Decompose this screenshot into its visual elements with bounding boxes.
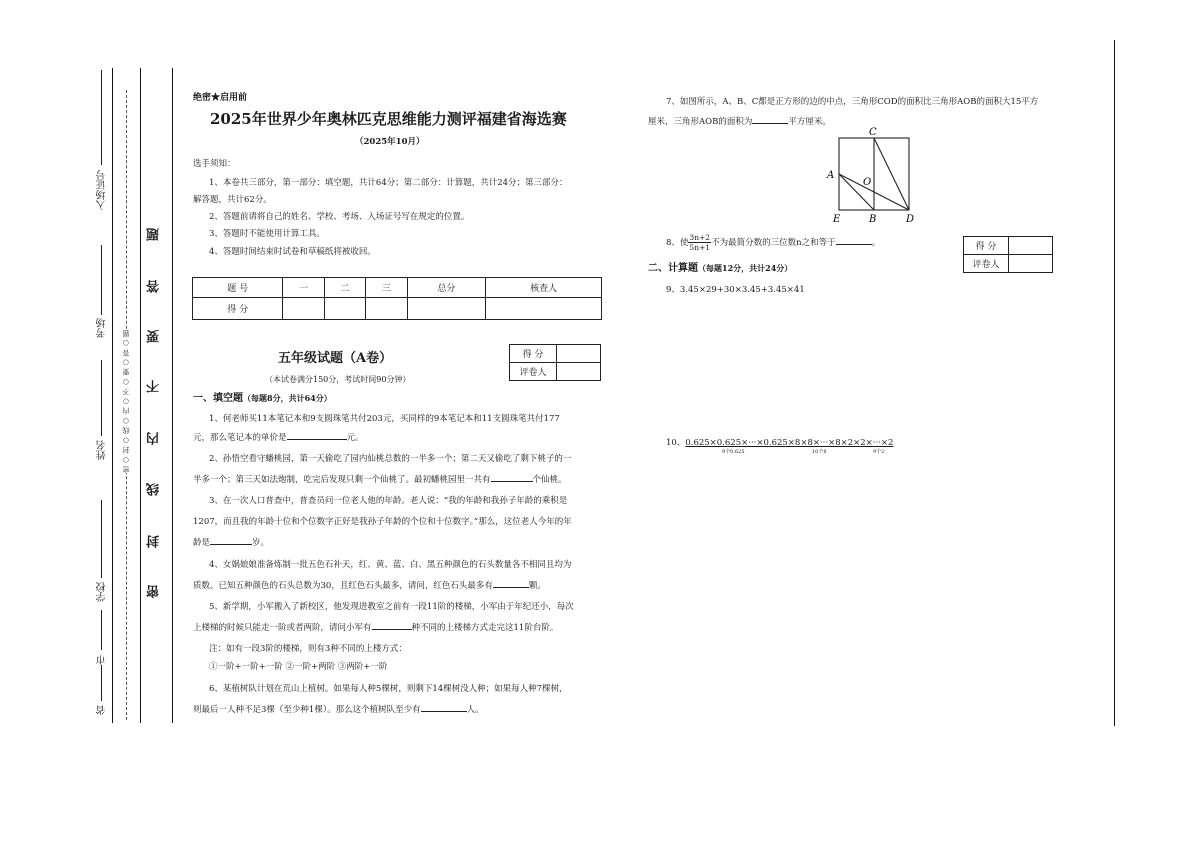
q8-text-2: 不为最简分数的三位数n之和等于 [711,238,836,248]
section2-score-cell[interactable] [1009,237,1053,255]
name-field[interactable] [101,360,102,436]
score-cell[interactable] [366,298,407,320]
section2-score-box [963,236,1053,273]
q10-expression [666,437,893,449]
score-table-header: 核查人 [486,278,602,298]
mini-score-label: 得 分 [510,345,557,363]
grade-title: 五年级试题（A卷） [278,351,393,366]
q3-line1: 3、在一次人口普查中，普查员问一位老人他的年龄。老人说：“我的年龄和我孙子年龄的乘积是 [209,496,568,506]
q3-unit: 岁。 [252,538,270,548]
notice-item: 3、答题时不能使用计算工具。 [209,229,325,239]
q8-numerator: 3n+2 [689,233,711,242]
exam-no-field[interactable] [101,70,102,165]
q10-expr: 0.625×0.625×···×0.625×8×8×···×8×2×2×···×2 [685,438,894,448]
label-e: E [833,214,841,225]
q6-unit: 人。 [466,705,484,715]
seal-char-5: 内 [147,432,162,445]
q2-text: 半多一个；第三天如法炮制，吃完后发现只剩一个仙桃了。最初蟠桃园里一共有 [193,475,491,485]
score-table-header: 总分 [407,278,486,298]
q5-line2 [193,622,558,634]
province-field[interactable] [101,665,102,701]
notice-item: 1、本卷共三部分，第一部分：填空题，共计64分；第二部分：计算题，共计24分；第三部分： [209,178,568,188]
q10-sub2: 10个8 [812,449,827,455]
q1-line1: 1、何老师买11本笔记本和9支圆珠笔共付203元，买同样的9本笔记本和11支圆珠笔共付177 [209,414,560,424]
province-label: 省 [97,705,108,715]
section1-note: （每题8分，共计64分） [243,393,332,403]
q4-line2 [193,580,546,592]
score-row-label: 得 分 [193,298,283,320]
q7-text: 厘米，三角形AOB的面积为 [648,117,753,127]
q4-line1: 4、女娲娘娘准备炼制一批五色石补天，红、黄、蓝、白、黑五种颜色的石头数量各不相同且均为 [209,560,572,570]
seal-char-8: 密 [147,585,162,598]
q7-answer-blank[interactable] [752,123,788,124]
label-c: C [869,127,877,138]
section1-title: 一、填空题 [193,393,243,404]
q8-text: 8、使 [666,238,689,248]
margin-line-2 [140,68,141,723]
q8-end: 。 [871,238,881,248]
margin-line-3 [172,68,173,723]
q6-line2 [193,704,484,716]
section2-grader-cell[interactable] [1009,255,1053,273]
section2-score-label: 得 分 [964,237,1009,255]
score-table-header: 二 [324,278,365,298]
q5-options: ①一阶+一阶+一阶 ②一阶+两阶 ③两阶+一阶 [209,662,388,672]
seal-char-3: 要 [147,330,162,343]
q9-expression: 9、3.45×29+30×3.45+3.45×41 [666,285,805,295]
mini-grader-label: 评卷人 [510,363,557,381]
section2-heading [648,262,792,275]
city-label: 市 [97,655,108,665]
q7-figure [820,124,925,230]
q5-answer-blank[interactable] [372,629,412,630]
q2-unit: 个仙桃。 [532,475,567,485]
q3-line3 [193,537,269,549]
score-cell[interactable] [324,298,365,320]
q1-text: 元，那么笔记本的单价是 [193,433,287,443]
city-field[interactable] [101,610,102,650]
score-table-header: 三 [366,278,407,298]
q4-unit: 颗。 [528,581,546,591]
room-field[interactable] [101,245,102,315]
section1-heading [193,392,332,405]
seal-text: 密 ○ 封 ○ 线 ○ 内 ○ 不 ○ 要 ○ 答 ○ 题 [122,330,130,474]
section2-note: （每题12分，共计24分） [698,263,793,273]
page-right-border [1114,40,1115,726]
notice-heading: 选手须知： [193,159,236,169]
q3-answer-blank[interactable] [210,544,252,545]
q10-sub1: 9个0.625 [722,449,745,455]
q4-text: 质数。已知五种颜色的石头总数为30，且红色石头最多，请问，红色石头最多有 [193,581,493,591]
q1-line2 [193,432,364,444]
q2-answer-blank[interactable] [491,481,533,482]
mini-score-cell[interactable] [557,345,601,363]
notice-item: 解答题，共计62分。 [193,195,272,205]
seal-char-7: 封 [147,535,162,548]
school-field[interactable] [101,500,102,578]
score-cell[interactable] [407,298,486,320]
q1-answer-blank[interactable] [287,439,347,440]
q2-line2 [193,474,567,486]
exam-title: 2025年世界少年奥林匹克思维能力测评福建省海选赛 [210,110,567,128]
seal-char-6: 线 [147,483,162,496]
label-d: D [906,214,915,225]
seal-char-4: 不 [147,380,162,393]
score-cell[interactable] [283,298,324,320]
label-b: B [869,214,877,225]
margin-line-1 [112,68,113,723]
q5-line1: 5、新学期，小军搬入了新校区，他发现进教室之前有一段11阶的楼梯，小军由于年纪还小，每次 [209,602,574,612]
score-table [192,277,602,320]
secret-mark: 绝密★启用前 [193,93,248,103]
score-table-header: 题 号 [193,278,283,298]
q7-line2 [648,116,831,128]
q6-line1: 6、某植树队计划在荒山上植树。如果每人种5棵树，则剩下14棵树没人种；如果每人种7棵树， [209,684,568,694]
name-label: 姓名 [97,440,108,460]
q10-sub3: 9个2 [873,449,885,455]
seal-char-2: 答 [147,280,162,293]
grade-subtitle: （本试卷满分150分，考试时间90分钟） [265,375,411,384]
score-cell[interactable] [486,298,602,320]
section2-title: 二、计算题 [648,263,698,274]
label-a: A [827,170,835,181]
mini-score-box [509,344,601,381]
q3-line2: 1207，而且我的年龄十位和个位数字正好是我孙子年龄的个位和十位数字。”那么，这位老人今年的年 [193,517,572,527]
q7-unit: 平方厘米。 [788,117,831,127]
q8-answer-blank[interactable] [836,244,872,245]
mini-grader-cell[interactable] [557,363,601,381]
q6-answer-blank[interactable] [421,711,467,712]
section2-grader-label: 评卷人 [964,255,1009,273]
label-o: O [863,177,872,188]
exam-date: （2025年10月） [355,137,425,147]
q5-note: 注：如有一段3阶的楼梯，则有3种不同的上楼方式： [209,644,407,654]
q1-unit: 元。 [346,433,364,443]
q8-denominator: 5n+1 [689,243,711,252]
room-label: 考场 [97,318,108,338]
q5-text-2: 种不同的上楼梯方式走完这11阶台阶。 [411,623,559,633]
q2-line1: 2、孙悟空看守蟠桃园，第一天偷吃了园内仙桃总数的一半多一个；第二天又偷吃了剩下桃子的一 [209,454,572,464]
exam-no-label: 入场证号 [97,170,108,210]
q10-label: 10、 [666,438,686,448]
segment-cd [874,138,909,210]
q7-line1: 7、如图所示，A、B、C都是正方形的边的中点，三角形COD的面积比三角形AOB的面积大15平方 [666,97,1039,107]
q4-answer-blank[interactable] [493,587,529,588]
q8-fraction [688,233,711,252]
score-table-header: 一 [283,278,324,298]
seal-char-1: 题 [147,228,162,241]
q8-line [666,233,880,253]
notice-item: 4、答题时间结束时试卷和草稿纸将被收回。 [209,247,376,257]
notice-item: 2、答题前请将自己的姓名、学校、考场、入场证号写在规定的位置。 [209,212,470,222]
q6-text: 则最后一人种不足3棵（至少种1棵）。那么这个植树队至少有 [193,705,421,715]
q5-text: 上楼梯的时候只能走一阶或者两阶，请问小军有 [193,623,372,633]
school-label: 学校 [97,582,108,602]
q3-text: 龄是 [193,538,211,548]
